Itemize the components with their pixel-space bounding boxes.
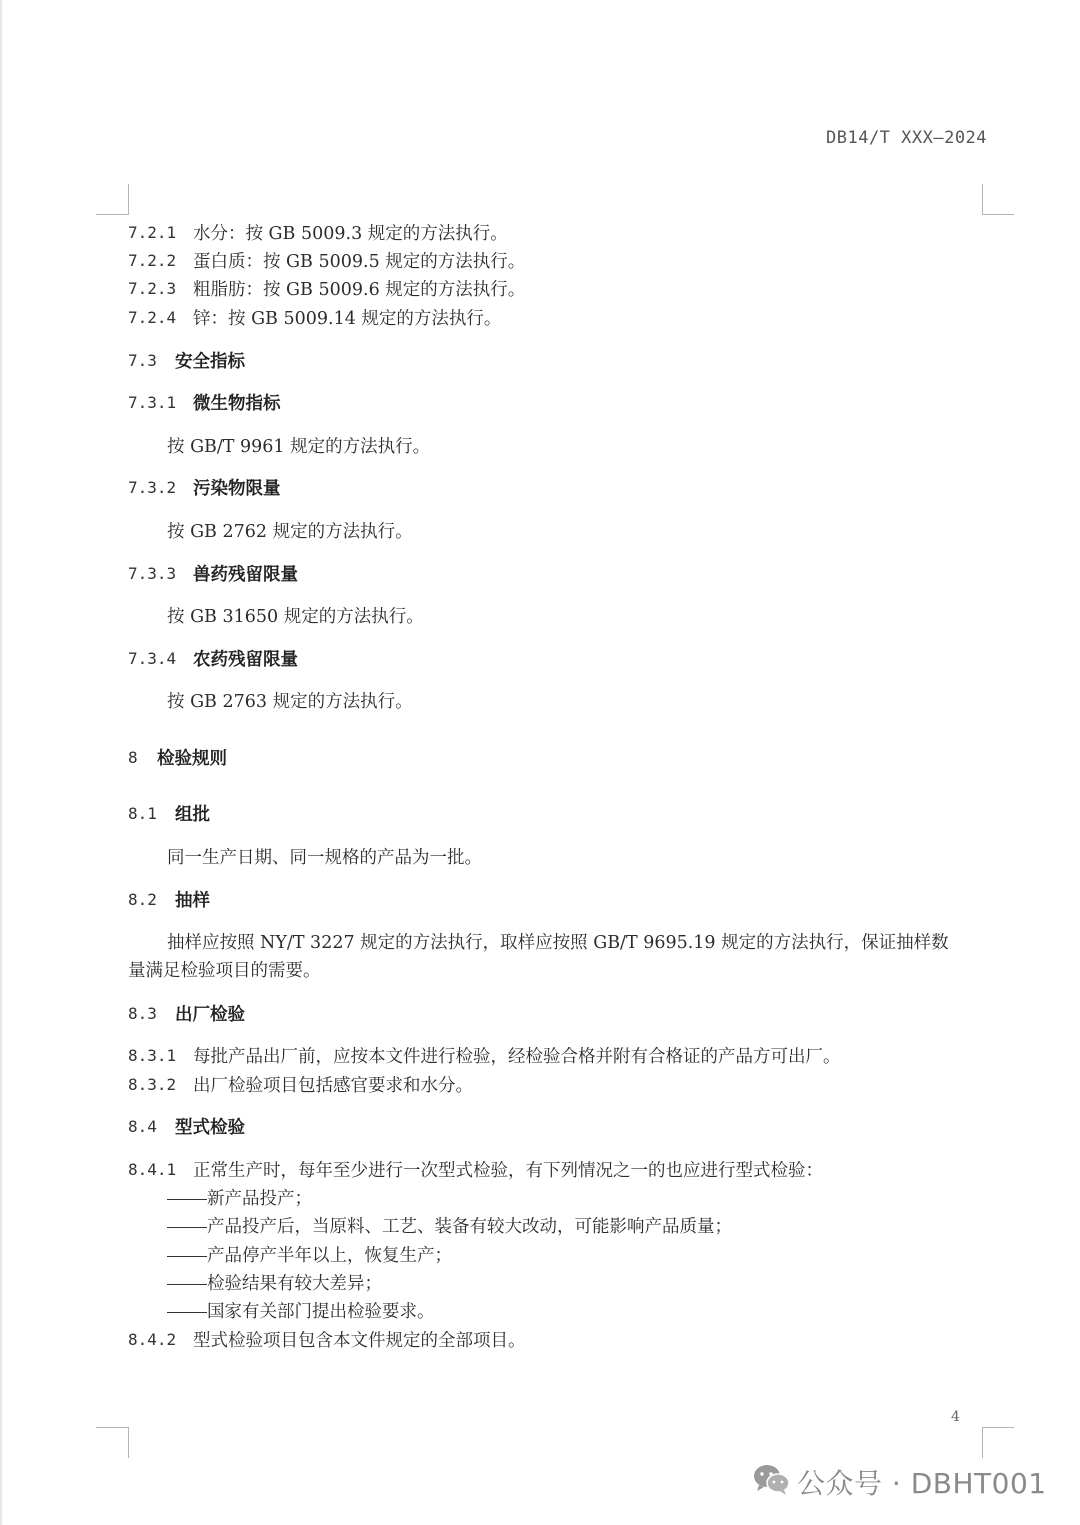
clause-number: 7.2.3 [128, 279, 177, 298]
document-code: DB14/T XXX—2024 [826, 128, 988, 148]
clause-text: 型式检验项目包含本文件规定的全部项目。 [193, 1331, 526, 1351]
clause-text: 每批产品出厂前，应按本文件进行检验，经检验合格并附有合格证的产品方可出厂。 [193, 1047, 841, 1067]
section-number: 8.3 [128, 1004, 157, 1023]
crop-mark-top-left-h [96, 214, 128, 215]
subsection-title: 污染物限量 [193, 479, 281, 499]
subsection-title: 兽药残留限量 [193, 565, 298, 585]
clause-text: 锌：按 GB 5009.14 规定的方法执行。 [193, 309, 502, 329]
list-item-text: 产品投产后，当原料、工艺、装备有较大改动，可能影响产品质量； [207, 1217, 732, 1237]
section-title: 安全指标 [175, 352, 245, 372]
clause-text: 蛋白质：按 GB 5009.5 规定的方法执行。 [193, 252, 526, 272]
list-item [167, 1213, 732, 1238]
clause-number: 7.2.4 [128, 308, 177, 327]
clause-number: 8.4.1 [128, 1160, 177, 1179]
dash-marker [167, 1199, 207, 1200]
subsection-number: 7.3.4 [128, 649, 177, 668]
section-title: 抽样 [175, 891, 210, 911]
crop-mark-bottom-right-v [982, 1427, 983, 1458]
paragraph-line: 量满足检验项目的需要。 [128, 961, 321, 981]
list-item-text: 检验结果有较大差异； [207, 1274, 382, 1294]
paragraph: 按 GB 2763 规定的方法执行。 [167, 692, 413, 712]
wechat-icon [752, 1462, 790, 1496]
crop-mark-top-right-h [982, 214, 1014, 215]
dash-marker [167, 1227, 207, 1228]
crop-mark-top-right-v [982, 184, 983, 215]
paragraph: 按 GB 31650 规定的方法执行。 [167, 607, 424, 627]
paragraph: 按 GB 2762 规定的方法执行。 [167, 522, 413, 542]
watermark-text: 公众号 · DBHT001 [797, 1467, 1047, 1500]
paragraph-line: 抽样应按照 NY/T 3227 规定的方法执行，取样应按照 GB/T 9695.19 规定的方法执行，保证抽样数 [167, 933, 949, 953]
subsection-number: 7.3.2 [128, 478, 177, 497]
dash-marker [167, 1284, 207, 1285]
clause-number: 7.2.2 [128, 251, 177, 270]
list-item-text: 国家有关部门提出检验要求。 [207, 1302, 435, 1322]
page-edge [0, 0, 2, 1525]
list-item [167, 1270, 382, 1295]
list-item [167, 1242, 452, 1267]
section-number: 8.4 [128, 1117, 157, 1136]
crop-mark-bottom-left-v [128, 1427, 129, 1458]
clause-number: 8.3.1 [128, 1046, 177, 1065]
clause-text: 正常生产时，每年至少进行一次型式检验，有下列情况之一的也应进行型式检验： [193, 1161, 823, 1181]
crop-mark-bottom-left-h [96, 1427, 128, 1428]
section-title: 出厂检验 [175, 1005, 245, 1025]
list-item-text: 新产品投产； [207, 1189, 312, 1209]
chapter-title: 检验规则 [157, 749, 227, 769]
subsection-number: 7.3.3 [128, 564, 177, 583]
list-item-text: 产品停产半年以上，恢复生产； [207, 1246, 452, 1266]
crop-mark-bottom-right-h [982, 1427, 1014, 1428]
dash-marker [167, 1256, 207, 1257]
crop-mark-top-left-v [128, 184, 129, 215]
clause-number: 8.3.2 [128, 1075, 177, 1094]
section-title: 组批 [175, 805, 210, 825]
section-number: 8.2 [128, 890, 157, 909]
paragraph: 同一生产日期、同一规格的产品为一批。 [167, 848, 482, 868]
dash-marker [167, 1312, 207, 1313]
clause-number: 8.4.2 [128, 1330, 177, 1349]
list-item [167, 1185, 312, 1210]
clause-text: 出厂检验项目包括感官要求和水分。 [193, 1076, 473, 1096]
section-title: 型式检验 [175, 1118, 245, 1138]
page-number: 4 [951, 1409, 960, 1425]
section-number: 7.3 [128, 351, 157, 370]
subsection-title: 农药残留限量 [193, 650, 298, 670]
list-item [167, 1298, 435, 1323]
paragraph: 按 GB/T 9961 规定的方法执行。 [167, 437, 431, 457]
section-number: 8.1 [128, 804, 157, 823]
subsection-title: 微生物指标 [193, 394, 281, 414]
chapter-number: 8 [128, 748, 138, 767]
subsection-number: 7.3.1 [128, 393, 177, 412]
clause-number: 7.2.1 [128, 223, 177, 242]
clause-text: 粗脂肪：按 GB 5009.6 规定的方法执行。 [193, 280, 526, 300]
clause-text: 水分：按 GB 5009.3 规定的方法执行。 [193, 224, 508, 244]
